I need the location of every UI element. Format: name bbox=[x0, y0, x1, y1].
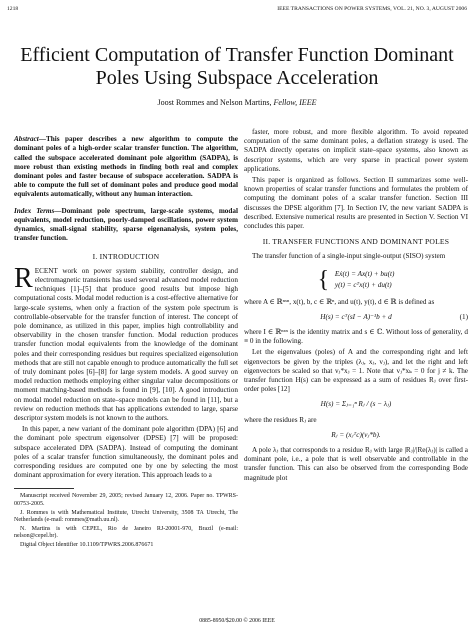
equation-1 bbox=[244, 313, 468, 322]
right-paragraph-2: This paper is organized as follows. Section II summarizes some well-known properties of scalar transfer functions and formulates the problem of computing the dominant poles of a scalar transfer function. Section III discusses the DPSE algorithm [7]. In Section IV, the new variant SADPA is described. Extensive numerical results are presented in Section V. Section VI concludes this paper. bbox=[244, 176, 468, 231]
intro-paragraph-1 bbox=[14, 262, 238, 423]
footnote-doi: Digital Object Identifier 10.1109/TPWRS.2006.876671 bbox=[20, 542, 154, 549]
footnote-manuscript: Manuscript received November 29, 2005; revised January 12, 2006. Paper no. TPWRS-00753-2005. bbox=[14, 493, 238, 508]
section-heading-introduction: I. INTRODUCTION bbox=[92, 251, 160, 261]
journal-header: IEEE TRANSACTIONS ON POWER SYSTEMS, VOL. 21, NO. 3, AUGUST 2006 bbox=[277, 6, 467, 12]
right-paragraph-8: A pole λⱼ that corresponds to a residue Rⱼ with large |Rⱼ|/|Re(λⱼ)| is called a dominant pole, i.e., a pole that is well observable and controllable in the transfer function. This can also be observed from the corresponding Bode magnitude plot bbox=[244, 446, 468, 482]
residue-equation: Rⱼ = (xⱼᵀc)(vⱼ*b). bbox=[331, 430, 381, 439]
right-paragraph-5: where I ∈ ℝⁿˣⁿ is the identity matrix and s ∈ ℂ. Without loss of generality, d ≡ 0 in the following. bbox=[244, 328, 468, 346]
equation-brace: { bbox=[317, 266, 330, 293]
title-line-2: Poles Using Subspace Acceleration bbox=[95, 67, 379, 89]
left-column bbox=[14, 128, 238, 551]
page-number: 1218 bbox=[7, 6, 19, 12]
state-space-equation bbox=[244, 268, 468, 292]
right-paragraph-1: faster, more robust, and more flexible algorithm. To avoid repeated computation of the same dominant poles, a deflation strategy is used. The SADPA directly operates on implicit state–space systems, also known as descriptor systems, which are very sparse in practical power system applications. bbox=[244, 128, 468, 173]
intro-paragraph-2: In this paper, a new variant of the dominant pole algorithm (DPA) [6] and the dominant pole spectrum eigensolver (DPSE) [7] will be proposed: subspace accelerated DPA (SADPA). Instead of computing the dominant poles of a scalar transfer function simultaneously, the dominant poles and corresponding residues are computed one by one by selecting the most dominant approximation for every iteration. This approach leads to a bbox=[14, 425, 238, 480]
index-terms-label: Index Terms— bbox=[14, 206, 62, 215]
right-column bbox=[244, 128, 468, 485]
equation-number-1: (1) bbox=[459, 312, 468, 321]
right-paragraph-3: The transfer function of a single-input single-output (SISO) system bbox=[252, 252, 446, 261]
transfer-function-equation: H(s) = cᵀ(sI − A)⁻¹b + d bbox=[320, 312, 392, 321]
residue-sum-equation: H(s) = Σⱼ₌₁ⁿ Rⱼ / (s − λⱼ) bbox=[320, 400, 392, 409]
running-header bbox=[7, 6, 467, 16]
footnote-martins: N. Martins is with CEPEL, Rio de Janeiro RJ-20001-970, Brazil (e-mail: nelson@cepel.br). bbox=[14, 525, 238, 540]
drop-cap: R bbox=[14, 262, 33, 294]
index-terms bbox=[14, 207, 238, 244]
right-paragraph-7: where the residues Rⱼ are bbox=[244, 415, 317, 424]
intro-paragraph-1-text: ECENT work on power system stability, controller design, and electromagnetic transients has used several advanced model reduction techniques [1]–[5] that produce good results but impose high computational costs. Modal model reduction is a cost-effective alternative for large-scale systems, when only a fraction of the system pole spectrum is controllable-observable for the transfer function of interest. The concept of pole dominance, as utilized in this paper, implies high controllability and observability in the chosen transfer function. Modal reduction produces transfer function modal equivalents from the knowledge of the dominant poles and their corresponding residues but requires specialized eigensolution methods that are still not capable enough to produce automatically the full set of truly dominant poles [6]–[8] for large system models. A good survey on model reduction methods employing either singular value decompositions or moment matching-based methods is found in [9], [10]. A good introduction on modal model reduction on state–space models can be found in [11], but a review on reduction methods that has applications extended to large, sparse descriptor system models is not known to the authors. bbox=[14, 266, 238, 423]
footnotes bbox=[14, 493, 238, 549]
output-equation: y(t) = cᵀx(t) + du(t) bbox=[334, 280, 392, 289]
authors bbox=[0, 98, 474, 107]
footnote-rule bbox=[14, 488, 74, 489]
section-heading-transfer-functions: II. TRANSFER FUNCTIONS AND DOMINANT POLES bbox=[262, 237, 450, 247]
equation-system bbox=[335, 269, 394, 291]
copyright-footer: 0885-8950/$20.00 © 2006 IEEE bbox=[199, 618, 275, 624]
paper-title bbox=[0, 44, 474, 90]
right-paragraph-4: where A ∈ ℝⁿˣⁿ, x(t), b, c ∈ ℝⁿ, and u(t), y(t), d ∈ ℝ is defined as bbox=[244, 297, 435, 306]
abstract bbox=[14, 135, 238, 199]
abstract-text: This paper describes a new algorithm to compute the dominant poles of a high-order scalar transfer function. The algorithm, called the subspace accelerated dominant pole algorithm (SADPA), is more robust than existing methods in finding both real and complex dominant poles and faster because of subspace acceleration. SADPA is able to compute the full set of dominant poles and produce good modal equivalents automatically, without any human interaction. bbox=[14, 135, 238, 199]
index-terms-text: Dominant pole spectrum, large-scale systems, modal equivalents, model reduction, poorly-damped oscillations, power system dynamics, small-signal stability, sparse eigenanalysis, system poles, transfer function. bbox=[14, 206, 238, 243]
state-equation: Eẋ(t) = Ax(t) + bu(t) bbox=[334, 269, 395, 278]
right-paragraph-6: Let the eigenvalues (poles) of A and the corresponding right and left eigenvectors be given by the triples (λⱼ, xⱼ, vⱼ), and let the right and left eigenvectors be scaled so that vⱼ*xⱼ = 1. Note that vⱼ*xₖ = 0 for j ≠ k. The transfer function H(s) can be expressed as a sum of residues Rⱼ over first-order poles [12] bbox=[244, 348, 468, 394]
author-title: Fellow, IEEE bbox=[273, 98, 317, 107]
title-line-1: Efficient Computation of Transfer Function Dominant bbox=[20, 44, 454, 66]
author-names: Joost Rommes and Nelson Martins, bbox=[157, 98, 272, 107]
footnote-rommes: J. Rommes is with Mathematical Institute, Utrecht University, 3508 TA Utrecht, The Netherlands (e-mail: rommes@math.uu.nl). bbox=[14, 509, 238, 524]
abstract-label: Abstract— bbox=[14, 135, 46, 144]
